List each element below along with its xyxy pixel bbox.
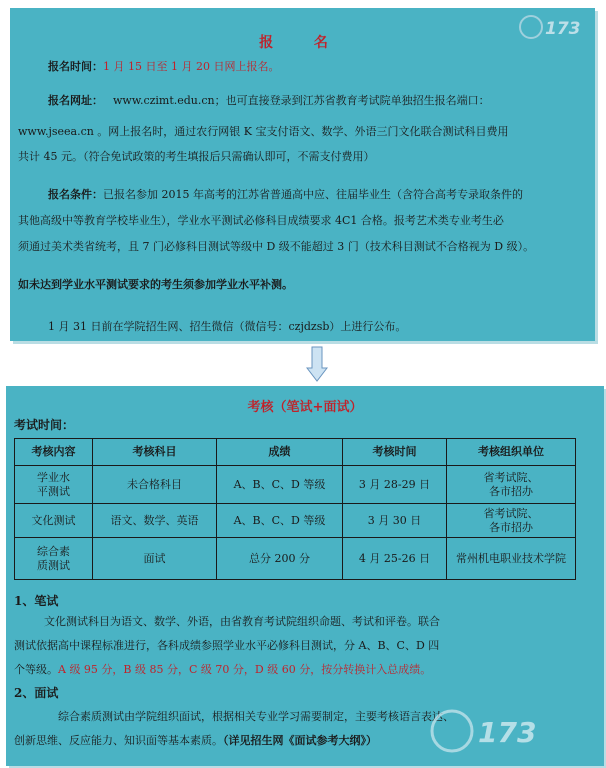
written-exam-heading: 1、笔试 [14, 594, 59, 608]
table-cell: 4 月 25-26 日 [343, 538, 447, 580]
table-row [15, 466, 576, 504]
table-cell-text: 省考试院、各市招办 [483, 470, 539, 498]
table-cell: 语文、数学、英语 [93, 504, 217, 538]
registration-site-text: www.czimt.edu.cn；也可直接登录到江苏省教育考试院单独招生报名端口： [113, 94, 490, 107]
table-header-cell: 成绩 [217, 439, 343, 466]
down-arrow-icon [306, 346, 328, 382]
registration-site-line3: 共计 45 元。（符合免试政策的考生填报后只需确认即可，不需支付费用） [18, 150, 375, 163]
table-header-cell: 考核组织单位 [447, 439, 576, 466]
table-cell-text: 综合素质测试 [37, 544, 70, 572]
table-header-cell: 考核科目 [93, 439, 217, 466]
interview-line1: 综合素质测试由学院组织面试，根据相关专业学习需要制定，主要考核语言表达、 [58, 710, 454, 723]
registration-condition-line4: 如未达到学业水平测试要求的考生须参加学业水平补测。 [18, 278, 293, 291]
table-cell: 面试 [93, 538, 217, 580]
table-header-cell: 考核时间 [343, 439, 447, 466]
site-watermark-bottom [390, 706, 605, 756]
registration-condition-line3: 须通过美术类省统考，且 7 门必修科目测试等级中 D 级不能超过 3 门（技术科目测试不合格视为 D 级）。 [18, 240, 535, 253]
table-cell [447, 538, 576, 580]
written-exam-line1: 文化测试科目为语文、数学、外语，由省教育考试院组织命题、考试和评卷。联合 [44, 615, 440, 628]
site-watermark-logo [517, 12, 601, 44]
registration-title: 报 名 [259, 35, 346, 51]
interview-heading: 2、面试 [14, 686, 59, 700]
table-cell-text: 省考试院、各市招办 [483, 506, 539, 534]
registration-notice: 1 月 31 日前在学院招生网、招生微信（微信号：czjdzsb）上进行公布。 [48, 320, 407, 333]
table-cell: 3 月 28-29 日 [343, 466, 447, 504]
registration-site-label: 报名网址： [48, 94, 103, 107]
table-cell-text: 学业水平测试 [37, 470, 70, 498]
table-row [15, 504, 576, 538]
table-cell: A、B、C、D 等级 [217, 504, 343, 538]
table-cell [15, 466, 93, 504]
registration-condition-text: 已报名参加 2015 年高考的江苏省普通高中应、往届毕业生（含符合高考专录取条件的 [103, 188, 523, 201]
interview-outline-reference: （详见招生网《面试参考大纲》） [223, 734, 377, 747]
registration-site-line2: www.jseea.cn 。网上报名时，通过农行网银 K 宝支付语文、数学、外语三门文化联合测试科目费用 [18, 125, 509, 138]
registration-time-label: 报名时间： [48, 60, 103, 73]
registration-condition-line1 [48, 188, 523, 202]
written-exam-line2: 测试依据高中课程标准进行，各科成绩参照学业水平必修科目测试，分 A、B、C、D 四 [14, 639, 440, 652]
table-cell [447, 466, 576, 504]
interview-line2 [14, 734, 377, 748]
registration-time-value: 1 月 15 日至 1 月 20 日网上报名。 [103, 60, 280, 73]
table-cell [447, 504, 576, 538]
exam-time-heading: 考试时间： [14, 418, 75, 432]
svg-text:173: 173 [545, 19, 581, 39]
table-cell: 总分 200 分 [217, 538, 343, 580]
interview-line2-text: 创新思维、反应能力、知识面等基本素质。 [14, 734, 223, 747]
registration-panel [10, 8, 595, 341]
table-header-cell: 考核内容 [15, 439, 93, 466]
registration-condition-line2: 其他高级中等教育学校毕业生），学业水平测试必修科目成绩要求 4C1 合格。报考艺术类专业考生必 [18, 214, 504, 227]
svg-text:173: 173 [478, 716, 537, 749]
exam-title: 考核（笔试+面试） [247, 400, 363, 415]
registration-site-line1 [48, 94, 490, 108]
table-cell: 未合格科目 [93, 466, 217, 504]
table-row [15, 538, 576, 580]
registration-condition-label: 报名条件： [48, 188, 103, 201]
table-cell: 文化测试 [15, 504, 93, 538]
registration-time-line [48, 60, 279, 74]
written-exam-line3-prefix: 个等级。 [14, 663, 58, 676]
written-exam-score-conversion: A 级 95 分，B 级 85 分，C 级 70 分，D 级 60 分，按分转换计入总成绩。 [58, 663, 432, 676]
exam-schedule-table [14, 438, 576, 580]
table-cell-text: 常州机电职业技术学院 [456, 551, 566, 565]
table-cell: 3 月 30 日 [343, 504, 447, 538]
table-header-row [15, 439, 576, 466]
table-cell [15, 538, 93, 580]
table-cell: A、B、C、D 等级 [217, 466, 343, 504]
written-exam-line3 [14, 663, 431, 677]
